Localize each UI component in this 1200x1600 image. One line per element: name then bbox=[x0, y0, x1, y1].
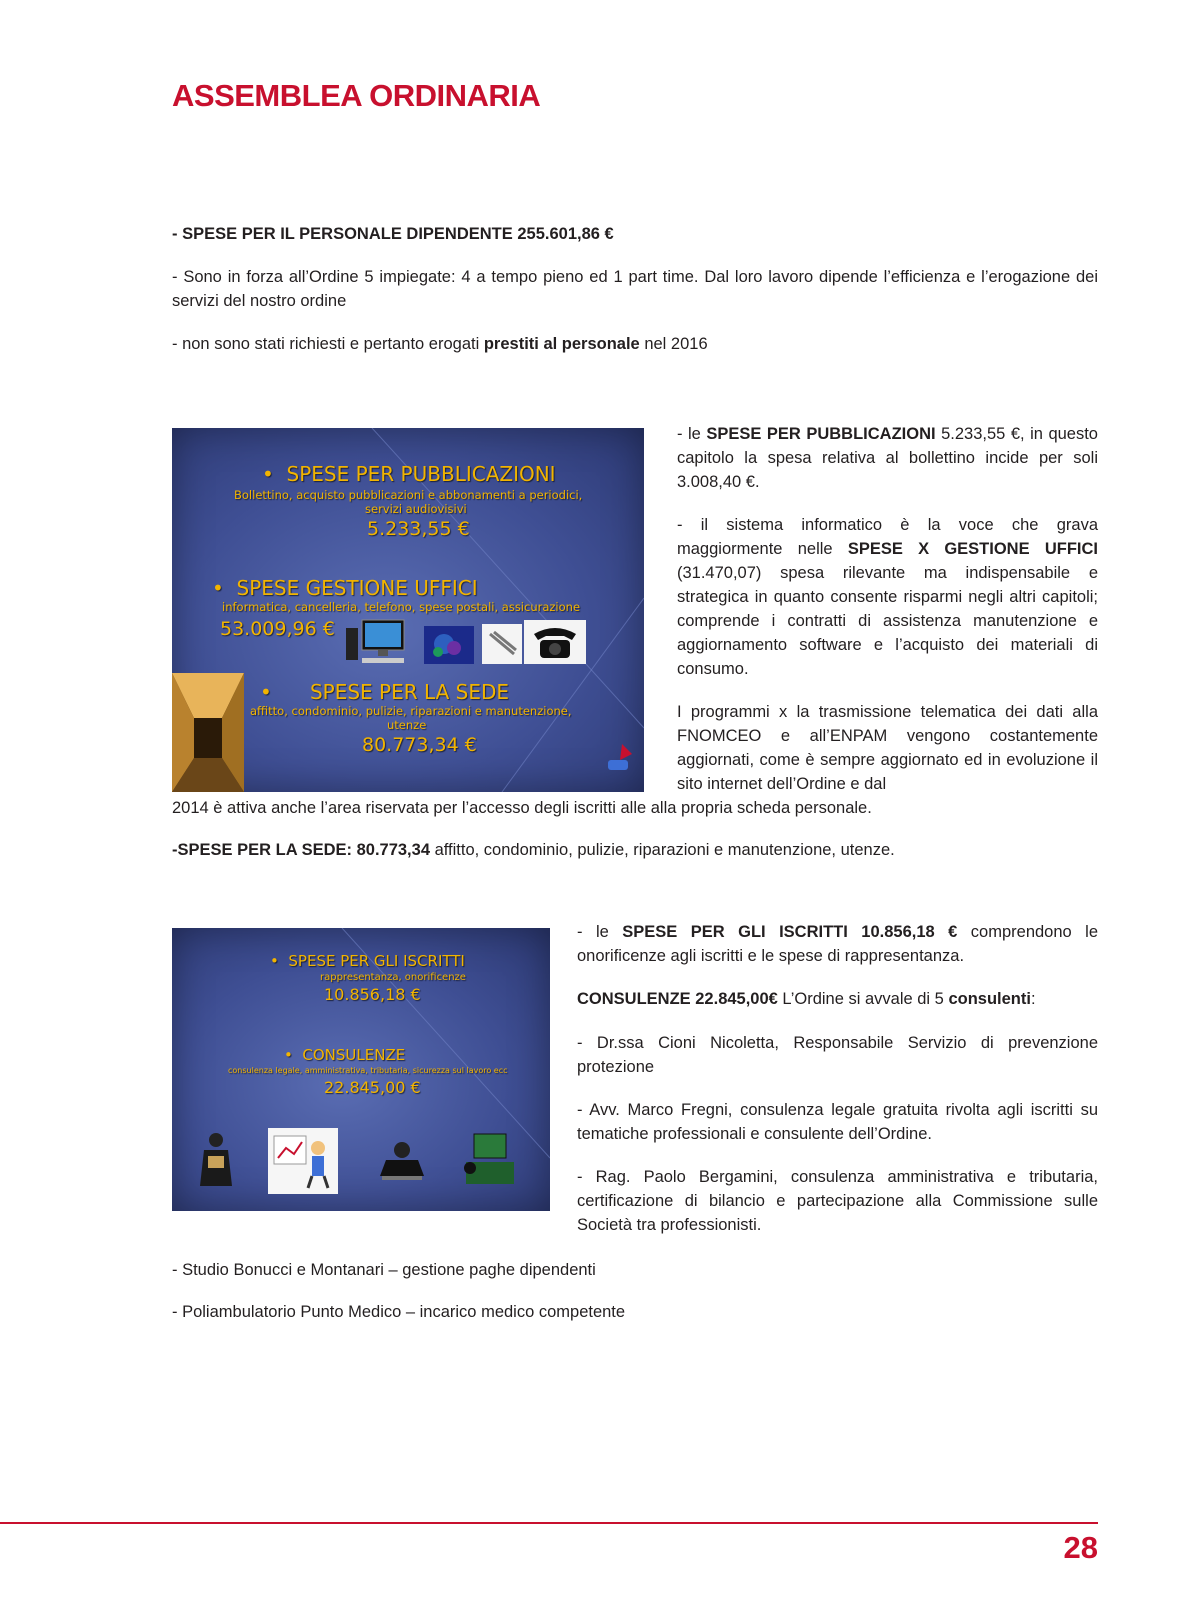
slide1-sub-seat-b: utenze bbox=[387, 718, 427, 732]
telematic-paragraph: I programmi x la trasmissione telematica dei dati alla FNOMCEO e all’ENPAM vengono costantemente aggiornati, come è sempre aggiornato ed in evoluzione il sito internet dell’Ordine e dal bbox=[677, 703, 1098, 793]
slide1-value-publications: 5.233,55 € bbox=[367, 518, 470, 540]
telephone-icon bbox=[524, 620, 586, 664]
expenses-slide-2 bbox=[172, 928, 550, 1211]
slide2-sub-members: rappresentanza, onorificenze bbox=[320, 972, 466, 983]
slide2-heading-members: • SPESE PER GLI ISCRITTI bbox=[270, 952, 465, 970]
consultant-item: - Studio Bonucci e Montanari – gestione paghe dipendenti bbox=[172, 1261, 596, 1279]
slide1-heading-seat: • SPESE PER LA SEDE bbox=[260, 680, 509, 704]
slide2-value-members: 10.856,18 € bbox=[324, 985, 421, 1004]
page-title: ASSEMBLEA ORDINARIA bbox=[172, 78, 541, 113]
stamp-icon bbox=[602, 740, 636, 774]
corridor-photo bbox=[172, 673, 244, 792]
computer-desk-icon bbox=[460, 1128, 520, 1188]
personnel-paragraph: - Sono in forza all’Ordine 5 impiegate: 4 a tempo pieno ed 1 part time. Dal loro lavoro dipende l’efficienza e l’erogazione dei servizi del nostro ordine bbox=[172, 268, 1098, 310]
slide1-sub-offices: informatica, cancelleria, telefono, spese postali, assicurazione bbox=[222, 600, 581, 614]
loans-paragraph: - non sono stati richiesti e pertanto erogati prestiti al personale nel 2016 bbox=[172, 335, 708, 353]
slide1-heading-offices: • SPESE GESTIONE UFFICI bbox=[212, 576, 478, 600]
consultant-item: - Rag. Paolo Bergamini, consulenza amministrativa e tributaria, certificazione di bilancio e partecipazione alla Commissione sulle Società tra professionisti. bbox=[577, 1168, 1098, 1234]
members-paragraph: - le SPESE PER GLI ISCRITTI 10.856,18 € comprendono le onorificenze agli iscritti e le spese di rappresentanza. bbox=[577, 923, 1099, 965]
abstract-image-icon bbox=[424, 626, 474, 664]
slide1-value-offices: 53.009,96 € bbox=[220, 618, 335, 640]
slide1-heading-publications: • SPESE PER PUBBLICAZIONI bbox=[262, 462, 556, 486]
computer-icon bbox=[344, 618, 414, 666]
slide1-sub-seat-a: affitto, condominio, pulizie, riparazioni e manutenzione, bbox=[250, 704, 572, 718]
personnel-heading: - SPESE PER IL PERSONALE DIPENDENTE 255.601,86 € bbox=[172, 225, 614, 243]
page-number: 28 bbox=[1063, 1530, 1098, 1565]
consulting-paragraph: CONSULENZE 22.845,00€ L’Ordine si avvale di 5 consulenti: bbox=[577, 990, 1036, 1008]
publications-paragraph: - le SPESE PER PUBBLICAZIONI 5.233,55 €, in questo capitolo la spesa relativa al bollettino incide per soli 3.008,40 €. bbox=[677, 425, 1098, 491]
judge-figure-icon bbox=[196, 1130, 236, 1188]
consultant-item: - Dr.ssa Cioni Nicoletta, Responsabile Servizio di prevenzione protezione bbox=[577, 1034, 1098, 1076]
slide2-sub-consulting: consulenza legale, amministrativa, tributaria, sicurezza sul lavoro ecc bbox=[228, 1066, 508, 1075]
expenses-slide-1 bbox=[172, 428, 644, 792]
seat-paragraph: -SPESE PER LA SEDE: 80.773,34 affitto, condominio, pulizie, riparazioni e manutenzione, utenze. bbox=[172, 841, 895, 859]
consultant-item: - Poliambulatorio Punto Medico – incarico medico competente bbox=[172, 1303, 626, 1321]
offices-paragraph: - il sistema informatico è la voce che grava maggiormente nelle SPESE X GESTIONE UFFICI (31.470,07) spesa rilevante ma indispensabile e strategica in quanto consente risparmi negli altri capitoli; comprende i contratti di assistenza manutenzione e aggiornamento software e l’acquisto dei materiali di consumo. bbox=[677, 516, 1098, 678]
slide1-value-seat: 80.773,34 € bbox=[362, 734, 477, 756]
telematic-paragraph-continued: 2014 è attiva anche l’area riservata per l’accesso degli iscritti alle alla propria scheda personale. bbox=[172, 799, 872, 817]
slide2-heading-consulting: • CONSULENZE bbox=[284, 1046, 406, 1064]
binder-clip-icon bbox=[482, 624, 522, 664]
slide1-sub-publications-a: Bollettino, acquisto pubblicazioni e abbonamenti a periodici, bbox=[234, 488, 583, 502]
presentation-figure-icon bbox=[268, 1128, 338, 1194]
slide2-value-consulting: 22.845,00 € bbox=[324, 1078, 421, 1097]
consultant-item: - Avv. Marco Fregni, consulenza legale gratuita rivolta agli iscritti su tematiche professionali e consulente dell’Ordine. bbox=[577, 1101, 1098, 1143]
slide1-sub-publications-b: servizi audiovisivi bbox=[365, 502, 467, 516]
footer-rule bbox=[0, 1522, 1098, 1524]
writing-figure-icon bbox=[374, 1140, 430, 1184]
